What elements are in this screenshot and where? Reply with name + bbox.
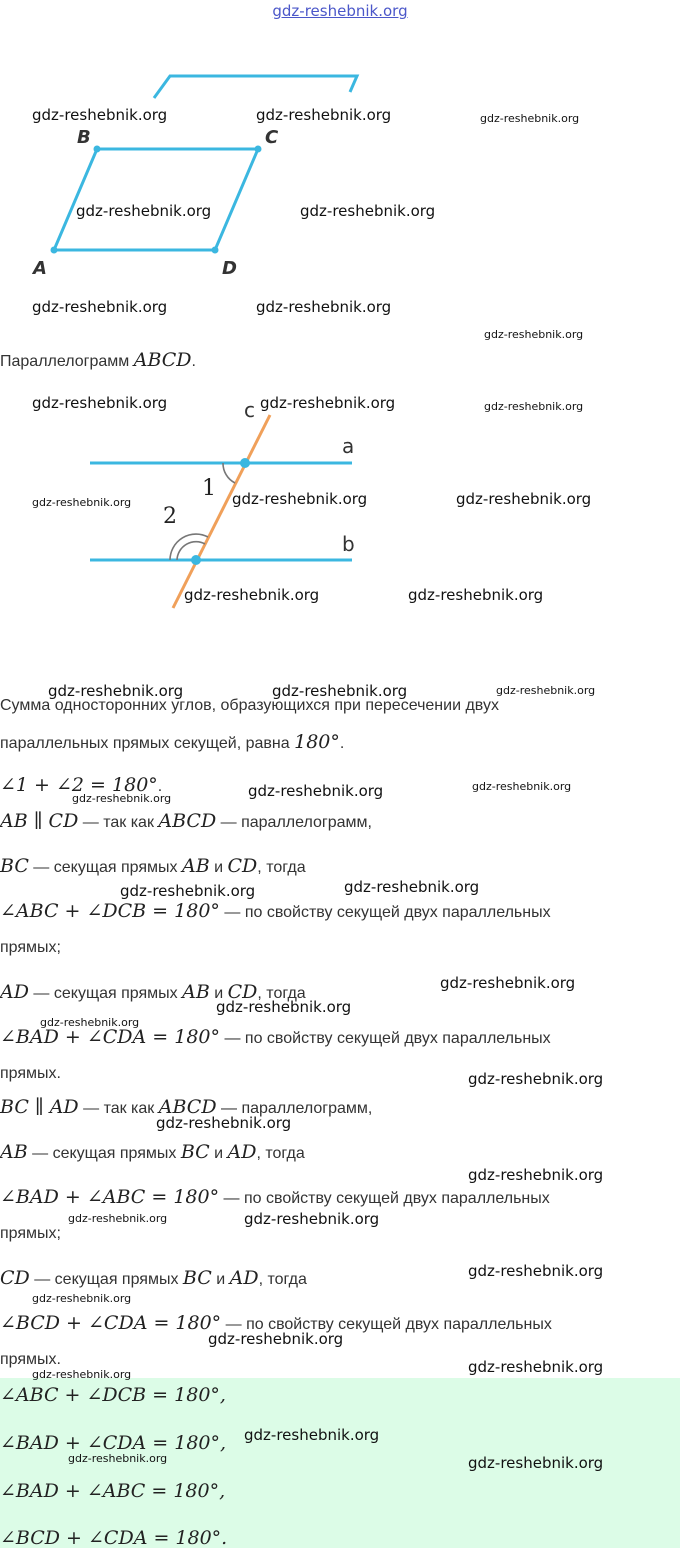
watermark: gdz-reshebnik.org [208, 1330, 344, 1348]
watermark: gdz-reshebnik.org [456, 490, 592, 508]
angle-2-label: 2 [163, 504, 177, 529]
watermark: gdz-reshebnik.org [484, 400, 584, 413]
parallelogram-abcd [54, 149, 258, 250]
equation-1: ∠1 + ∠2 = 180°. [0, 774, 163, 796]
figure-caption: Параллелограмм ABCD. [0, 349, 196, 371]
watermark: gdz-reshebnik.org [120, 882, 256, 900]
watermark: gdz-reshebnik.org [232, 490, 368, 508]
statement-9: CD — секущая прямых BC и AD, тогда [0, 1267, 307, 1289]
vertex-c-dot [255, 146, 262, 153]
site-header-link[interactable]: gdz-reshebnik.org [272, 2, 408, 20]
watermark: gdz-reshebnik.org [468, 1070, 604, 1088]
watermark: gdz-reshebnik.org [32, 394, 168, 412]
label-a: A [33, 258, 47, 279]
watermark: gdz-reshebnik.org [244, 1210, 380, 1228]
label-b: B [77, 127, 91, 148]
watermark: gdz-reshebnik.org [68, 1452, 168, 1465]
watermark: gdz-reshebnik.org [468, 1166, 604, 1184]
watermark: gdz-reshebnik.org [32, 496, 132, 509]
label-c-line: c [244, 398, 255, 422]
watermark: gdz-reshebnik.org [32, 1292, 132, 1305]
label-a-line: a [342, 434, 355, 458]
watermark: gdz-reshebnik.org [76, 202, 212, 220]
vertex-d-dot [212, 247, 219, 254]
intersection-a-dot [240, 458, 250, 468]
statement-5-cont: прямых. [0, 1065, 61, 1082]
label-b-line: b [342, 532, 355, 556]
watermark: gdz-reshebnik.org [472, 780, 572, 793]
watermark: gdz-reshebnik.org [32, 298, 168, 316]
statement-3-cont: прямых; [0, 939, 61, 956]
statement-6: BC ∥ AD — так как ABCD — параллелограмм, [0, 1096, 373, 1118]
statement-8: ∠BAD + ∠ABC = 180° — по свойству секущей двух параллельных [0, 1186, 550, 1208]
angle-1-label: 1 [202, 476, 216, 501]
watermark: gdz-reshebnik.org [216, 998, 352, 1016]
watermark: gdz-reshebnik.org [32, 106, 168, 124]
watermark: gdz-reshebnik.org [468, 1358, 604, 1376]
watermark: gdz-reshebnik.org [256, 106, 392, 124]
watermark: gdz-reshebnik.org [300, 202, 436, 220]
statement-4: AD — секущая прямых AB и CD, тогда [0, 981, 306, 1003]
statement-8-cont: прямых; [0, 1225, 61, 1242]
watermark: gdz-reshebnik.org [48, 682, 184, 700]
watermark: gdz-reshebnik.org [480, 112, 580, 125]
watermark: gdz-reshebnik.org [272, 682, 408, 700]
angle-1-arc [223, 463, 235, 483]
parallelogram-figure [0, 60, 420, 290]
rule-line-2: параллельных прямых секущей, равна 180°. [0, 731, 345, 753]
watermark: gdz-reshebnik.org [260, 394, 396, 412]
rule-line-1: Сумма односторонних углов, образующихся при пересечении двух [0, 697, 499, 714]
watermark: gdz-reshebnik.org [344, 878, 480, 896]
watermark: gdz-reshebnik.org [68, 1212, 168, 1225]
intersection-b-dot [191, 555, 201, 565]
label-c: C [265, 127, 279, 148]
statement-2: BC — секущая прямых AB и CD, тогда [0, 855, 306, 877]
statement-5: ∠BAD + ∠CDA = 180° — по свойству секущей двух параллельных [0, 1026, 551, 1048]
watermark: gdz-reshebnik.org [244, 1426, 380, 1444]
statement-7: AB — секущая прямых BC и AD, тогда [0, 1141, 305, 1163]
watermark: gdz-reshebnik.org [72, 792, 172, 805]
secant-c [173, 415, 270, 608]
watermark: gdz-reshebnik.org [468, 1454, 604, 1472]
watermark: gdz-reshebnik.org [468, 1262, 604, 1280]
watermark: gdz-reshebnik.org [40, 1016, 140, 1029]
watermark: gdz-reshebnik.org [256, 298, 392, 316]
watermark: gdz-reshebnik.org [484, 328, 584, 341]
watermark: gdz-reshebnik.org [32, 1368, 132, 1381]
watermark: gdz-reshebnik.org [408, 586, 544, 604]
answer-line-2: ∠BAD + ∠CDA = 180°, [0, 1432, 227, 1454]
cropped-figure-edge [154, 76, 357, 98]
answer-line-4: ∠BCD + ∠CDA = 180°. [0, 1527, 228, 1549]
watermark: gdz-reshebnik.org [496, 684, 596, 697]
watermark: gdz-reshebnik.org [248, 782, 384, 800]
watermark: gdz-reshebnik.org [184, 586, 320, 604]
statement-3: ∠ABC + ∠DCB = 180° — по свойству секущей двух параллельных [0, 900, 551, 922]
watermark: gdz-reshebnik.org [440, 974, 576, 992]
watermark: gdz-reshebnik.org [156, 1114, 292, 1132]
answer-line-3: ∠BAD + ∠ABC = 180°, [0, 1480, 226, 1502]
label-d: D [222, 258, 237, 279]
statement-10: ∠BCD + ∠CDA = 180° — по свойству секущей двух параллельных [0, 1312, 552, 1334]
statement-10-cont: прямых. [0, 1351, 61, 1368]
answer-line-1: ∠ABC + ∠DCB = 180°, [0, 1384, 226, 1406]
vertex-a-dot [51, 247, 58, 254]
vertex-b-dot [94, 146, 101, 153]
statement-1: AB ∥ CD — так как ABCD — параллелограмм, [0, 810, 372, 832]
